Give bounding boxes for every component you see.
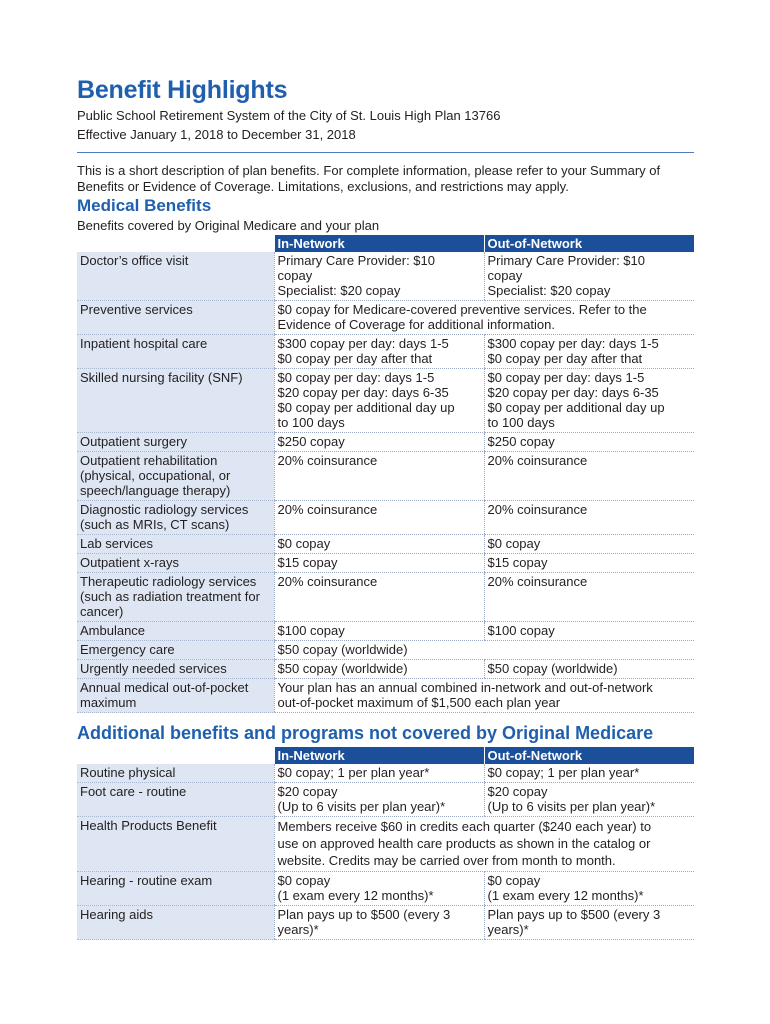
combined-network-cell: [274, 679, 694, 713]
cell-line: $300 copay per day: days 1-5: [487, 336, 659, 351]
cell-line: Your plan has an annual combined in-network and out-of-network: [277, 680, 653, 695]
in-network-cell: [274, 872, 484, 906]
cell-line: 20% coinsurance: [277, 453, 378, 468]
page-title: Benefit Highlights: [77, 76, 288, 104]
cell-line: (1 exam every 12 months)*: [487, 888, 644, 903]
table-row: [77, 452, 694, 501]
col-header-in-network: In-Network: [274, 235, 484, 252]
benefit-label: Therapeutic radiology services (such as radiation treatment for cancer): [77, 573, 274, 622]
cell-line: $0 copay; 1 per plan year*: [487, 765, 640, 780]
cell-line: $50 copay (worldwide): [277, 661, 408, 676]
benefit-label: Emergency care: [77, 641, 274, 660]
cell-line: to 100 days: [277, 415, 345, 430]
in-network-cell: [274, 535, 484, 554]
additional-benefits-heading: Additional benefits and programs not covered by Original Medicare: [77, 723, 654, 743]
cell-line: use on approved health care products as shown in the catalog or: [277, 836, 651, 851]
benefit-label: Outpatient rehabilitation (physical, occupational, or speech/language therapy): [77, 452, 274, 501]
benefit-label: Hearing aids: [77, 906, 274, 940]
cell-line: $15 copay: [277, 555, 338, 570]
cell-line: Specialist: $20 copay: [487, 283, 611, 298]
table-row: [77, 872, 694, 906]
out-of-network-cell: [484, 906, 694, 940]
cell-line: $20 copay per day: days 6-35: [487, 385, 659, 400]
table-row: [77, 764, 694, 783]
table-row: [77, 501, 694, 535]
table-row: [77, 535, 694, 554]
table-row: [77, 335, 694, 369]
cell-line: 20% coinsurance: [277, 574, 378, 589]
benefit-label: Foot care - routine: [77, 783, 274, 817]
out-of-network-cell: [484, 554, 694, 573]
col-header-in-network: In-Network: [274, 747, 484, 764]
table-row: [77, 660, 694, 679]
cell-line: $0 copay for Medicare-covered preventive services. Refer to the: [277, 302, 647, 317]
col-header-out-of-network: Out-of-Network: [484, 235, 694, 252]
benefit-label: Doctor’s office visit: [77, 252, 274, 301]
cell-line: $0 copay per additional day up: [277, 400, 455, 415]
table-row: [77, 679, 694, 713]
cell-line: copay: [487, 268, 523, 283]
combined-network-cell: [274, 817, 694, 872]
cell-line: Primary Care Provider: $10: [277, 253, 435, 268]
cell-line: $0 copay per day: days 1-5: [277, 370, 435, 385]
cell-line: $0 copay: [487, 873, 541, 888]
cell-line: to 100 days: [487, 415, 555, 430]
cell-line: $0 copay: [487, 536, 541, 551]
medical-benefits-table: [77, 235, 694, 713]
cell-line: Plan pays up to $500 (every 3: [487, 907, 661, 922]
out-of-network-cell: [484, 622, 694, 641]
cell-line: (Up to 6 visits per plan year)*: [277, 799, 446, 814]
benefit-label: Urgently needed services: [77, 660, 274, 679]
cell-line: $0 copay per additional day up: [487, 400, 665, 415]
benefit-label: Annual medical out-of-pocket maximum: [77, 679, 274, 713]
out-of-network-cell: [484, 872, 694, 906]
in-network-cell: [274, 501, 484, 535]
intro-text: This is a short description of plan benefits. For complete information, please refer to your Summary of Benefits or Evidence of Coverage. Limitations, exclusions, and restrictions may apply.: [77, 163, 661, 194]
cell-line: $20 copay per day: days 6-35: [277, 385, 449, 400]
in-network-cell: [274, 622, 484, 641]
out-of-network-cell: [484, 252, 694, 301]
in-network-cell: [274, 764, 484, 783]
table-row: [77, 622, 694, 641]
table-row: [77, 641, 694, 660]
benefit-label: Routine physical: [77, 764, 274, 783]
in-network-cell: [274, 783, 484, 817]
cell-line: $0 copay per day after that: [277, 351, 433, 366]
cell-line: $0 copay: [277, 873, 331, 888]
cell-line: Plan pays up to $500 (every 3: [277, 907, 451, 922]
cell-line: $250 copay: [277, 434, 345, 449]
benefit-label: Preventive services: [77, 301, 274, 335]
table-row: [77, 301, 694, 335]
cell-line: $0 copay per day: days 1-5: [487, 370, 645, 385]
benefit-label: Skilled nursing facility (SNF): [77, 369, 274, 433]
in-network-cell: [274, 252, 484, 301]
out-of-network-cell: [484, 335, 694, 369]
out-of-network-cell: [484, 452, 694, 501]
benefit-highlights-page: [77, 76, 694, 940]
cell-line: out-of-pocket maximum of $1,500 each plan year: [277, 695, 561, 710]
in-network-cell: [274, 906, 484, 940]
combined-network-cell: [274, 301, 694, 335]
cell-line: $100 copay: [277, 623, 345, 638]
table-row: [77, 554, 694, 573]
out-of-network-cell: [484, 369, 694, 433]
col-header-out-of-network: Out-of-Network: [484, 747, 694, 764]
cell-line: 20% coinsurance: [487, 453, 588, 468]
cell-line: Members receive $60 in credits each quarter ($240 each year) to: [277, 819, 652, 834]
benefit-label: Outpatient surgery: [77, 433, 274, 452]
in-network-cell: [274, 660, 484, 679]
cell-line: 20% coinsurance: [487, 574, 588, 589]
cell-line: (1 exam every 12 months)*: [277, 888, 434, 903]
in-network-cell: [274, 573, 484, 622]
cell-line: (Up to 6 visits per plan year)*: [487, 799, 656, 814]
table-corner: [77, 747, 274, 764]
out-of-network-cell: [484, 660, 694, 679]
cell-line: $300 copay per day: days 1-5: [277, 336, 449, 351]
benefit-label: Hearing - routine exam: [77, 872, 274, 906]
cell-line: Specialist: $20 copay: [277, 283, 401, 298]
out-of-network-cell: [484, 573, 694, 622]
table-row: [77, 433, 694, 452]
cell-line: $0 copay; 1 per plan year*: [277, 765, 430, 780]
cell-line: $50 copay (worldwide): [487, 661, 618, 676]
benefit-label: Health Products Benefit: [77, 817, 274, 872]
cell-line: $0 copay per day after that: [487, 351, 643, 366]
benefit-label: Outpatient x-rays: [77, 554, 274, 573]
combined-network-cell: [274, 641, 694, 660]
divider: [77, 152, 694, 153]
in-network-cell: [274, 433, 484, 452]
cell-line: years)*: [487, 922, 529, 937]
cell-line: Primary Care Provider: $10: [487, 253, 645, 268]
cell-line: copay: [277, 268, 313, 283]
medical-benefits-heading: Medical Benefits: [77, 196, 212, 215]
cell-line: website. Credits may be carried over from month to month.: [277, 853, 616, 868]
benefit-label: Diagnostic radiology services (such as MRIs, CT scans): [77, 501, 274, 535]
table-row: [77, 369, 694, 433]
out-of-network-cell: [484, 764, 694, 783]
benefit-label: Ambulance: [77, 622, 274, 641]
cell-line: $20 copay: [487, 784, 548, 799]
cell-line: $50 copay (worldwide): [277, 642, 408, 657]
cell-line: $20 copay: [277, 784, 338, 799]
cell-line: 20% coinsurance: [487, 502, 588, 517]
additional-benefits-table: [77, 747, 694, 940]
table-row: [77, 252, 694, 301]
table-row: [77, 817, 694, 872]
benefit-label: Inpatient hospital care: [77, 335, 274, 369]
out-of-network-cell: [484, 433, 694, 452]
out-of-network-cell: [484, 783, 694, 817]
in-network-cell: [274, 335, 484, 369]
cell-line: $0 copay: [277, 536, 331, 551]
benefit-label: Lab services: [77, 535, 274, 554]
medical-benefits-caption: Benefits covered by Original Medicare and your plan: [77, 218, 380, 233]
cell-line: $250 copay: [487, 434, 555, 449]
out-of-network-cell: [484, 535, 694, 554]
cell-line: 20% coinsurance: [277, 502, 378, 517]
table-row: [77, 573, 694, 622]
effective-dates: Effective January 1, 2018 to December 31, 2018: [77, 127, 356, 142]
cell-line: years)*: [277, 922, 319, 937]
table-row: [77, 783, 694, 817]
cell-line: $15 copay: [487, 555, 548, 570]
cell-line: $100 copay: [487, 623, 555, 638]
table-corner: [77, 235, 274, 252]
in-network-cell: [274, 369, 484, 433]
in-network-cell: [274, 554, 484, 573]
cell-line: Evidence of Coverage for additional information.: [277, 317, 555, 332]
out-of-network-cell: [484, 501, 694, 535]
plan-name: Public School Retirement System of the City of St. Louis High Plan 13766: [77, 108, 501, 123]
table-row: [77, 906, 694, 940]
in-network-cell: [274, 452, 484, 501]
